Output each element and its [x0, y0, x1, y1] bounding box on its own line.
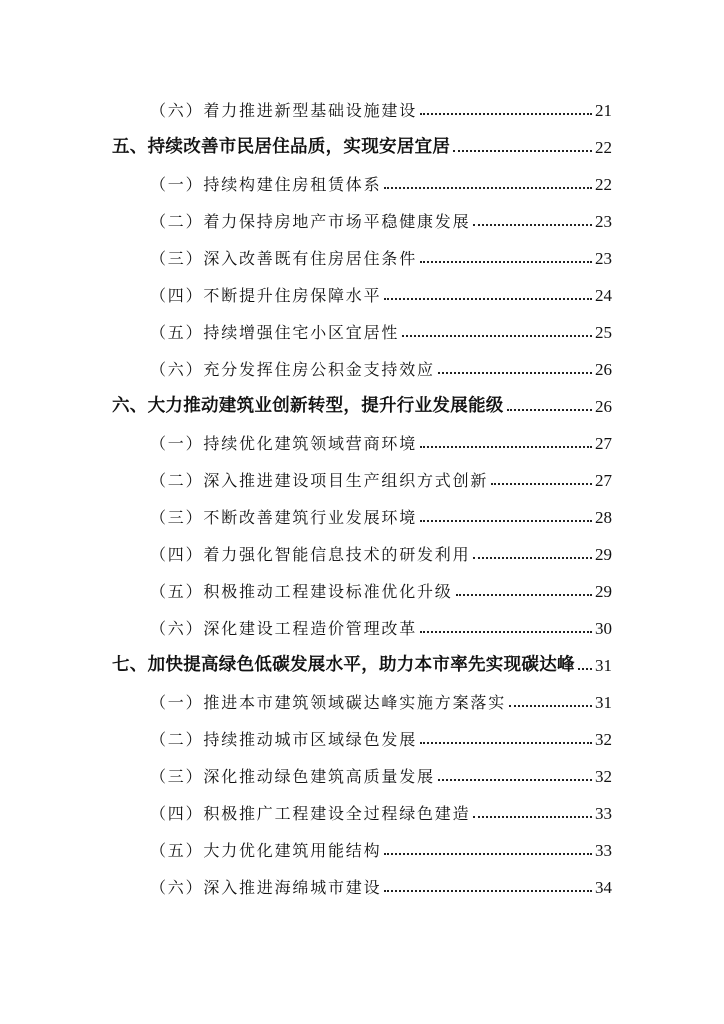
toc-entry[interactable] [150, 89, 612, 121]
toc-entry-title: （六）着力推进新型基础设施建设 [150, 101, 418, 120]
dot-leader [384, 890, 592, 892]
dot-leader [473, 224, 592, 226]
toc-chapter-entry[interactable] [112, 126, 612, 158]
toc-entry[interactable] [150, 422, 612, 454]
toc-entry[interactable] [150, 311, 612, 343]
toc-entry-page: 29 [595, 545, 612, 564]
toc-entry-page: 32 [595, 730, 612, 749]
toc-entry[interactable] [150, 200, 612, 232]
toc-entry-page: 23 [595, 249, 612, 268]
dot-leader [509, 705, 592, 707]
toc-entry-title: （四）不断提升住房保障水平 [150, 286, 382, 305]
toc-entry-title: 五、持续改善市民居住品质，实现安居宜居 [112, 137, 451, 157]
toc-entry-page: 34 [595, 878, 612, 897]
toc-entry[interactable] [150, 496, 612, 528]
dot-leader [507, 409, 592, 411]
dot-leader [453, 150, 592, 152]
dot-leader [420, 261, 592, 263]
toc-entry-title: （二）深入推进建设项目生产组织方式创新 [150, 471, 489, 490]
toc-entry-title: 七、加快提高绿色低碳发展水平，助力本市率先实现碳达峰 [112, 655, 575, 675]
toc-entry-title: （五）大力优化建筑用能结构 [150, 841, 382, 860]
toc-entry-page: 26 [595, 397, 612, 416]
toc-entry[interactable] [150, 459, 612, 491]
dot-leader [438, 779, 592, 781]
toc-entry-page: 27 [595, 471, 612, 490]
dot-leader [473, 557, 592, 559]
toc-entry-page: 31 [595, 656, 612, 675]
toc-entry[interactable] [150, 681, 612, 713]
toc-entry-title: （五）持续增强住宅小区宜居性 [150, 323, 400, 342]
toc-entry-title: （二）持续推动城市区域绿色发展 [150, 730, 418, 749]
toc-entry-title: （一）持续优化建筑领域营商环境 [150, 434, 418, 453]
dot-leader [473, 816, 592, 818]
toc-chapter-entry[interactable] [112, 644, 612, 676]
toc-entry-title: （三）深化推动绿色建筑高质量发展 [150, 767, 435, 786]
toc-entry-title: （一）持续构建住房租赁体系 [150, 175, 382, 194]
toc-entry[interactable] [150, 163, 612, 195]
toc-entry[interactable] [150, 570, 612, 602]
toc-entry-page: 27 [595, 434, 612, 453]
dot-leader [420, 113, 592, 115]
toc-entry[interactable] [150, 718, 612, 750]
toc-entry-page: 22 [595, 175, 612, 194]
toc-entry-page: 24 [595, 286, 612, 305]
toc-entry-page: 23 [595, 212, 612, 231]
toc-entry[interactable] [150, 348, 612, 380]
toc-entry-title: （六）充分发挥住房公积金支持效应 [150, 360, 435, 379]
toc-entry-page: 31 [595, 693, 612, 712]
dot-leader [420, 631, 592, 633]
dot-leader [578, 668, 592, 670]
dot-leader [420, 520, 592, 522]
toc-entry[interactable] [150, 237, 612, 269]
dot-leader [384, 298, 592, 300]
toc-entry-page: 22 [595, 138, 612, 157]
toc-entry-page: 29 [595, 582, 612, 601]
toc-entry-page: 28 [595, 508, 612, 527]
toc-entry-title: （五）积极推动工程建设标准优化升级 [150, 582, 453, 601]
dot-leader [420, 742, 592, 744]
toc-entry-title: （六）深入推进海绵城市建设 [150, 878, 382, 897]
toc-entry[interactable] [150, 866, 612, 898]
toc-entry[interactable] [150, 607, 612, 639]
toc-entry-title: （三）不断改善建筑行业发展环境 [150, 508, 418, 527]
toc-entry-title: （六）深化建设工程造价管理改革 [150, 619, 418, 638]
toc-entry[interactable] [150, 533, 612, 565]
dot-leader [402, 335, 592, 337]
dot-leader [420, 446, 592, 448]
dot-leader [491, 483, 592, 485]
toc-entry[interactable] [150, 829, 612, 861]
dot-leader [384, 187, 592, 189]
dot-leader [438, 372, 592, 374]
toc-entry-title: （三）深入改善既有住房居住条件 [150, 249, 418, 268]
toc-entry-title: 六、大力推动建筑业创新转型，提升行业发展能级 [112, 396, 504, 416]
toc-entry-title: （四）积极推广工程建设全过程绿色建造 [150, 804, 471, 823]
toc-entry-page: 33 [595, 841, 612, 860]
toc-entry[interactable] [150, 274, 612, 306]
toc-entry-title: （四）着力强化智能信息技术的研发利用 [150, 545, 471, 564]
toc-entry[interactable] [150, 792, 612, 824]
dot-leader [456, 594, 592, 596]
toc-entry-title: （二）着力保持房地产市场平稳健康发展 [150, 212, 471, 231]
toc-chapter-entry[interactable] [112, 385, 612, 417]
toc-entry-title: （一）推进本市建筑领域碳达峰实施方案落实 [150, 693, 507, 712]
toc-entry-page: 32 [595, 767, 612, 786]
dot-leader [384, 853, 592, 855]
toc-entry-page: 30 [595, 619, 612, 638]
toc-entry-page: 21 [595, 101, 612, 120]
toc-entry-page: 26 [595, 360, 612, 379]
toc-entry[interactable] [150, 755, 612, 787]
toc-entry-page: 33 [595, 804, 612, 823]
toc-entry-page: 25 [595, 323, 612, 342]
